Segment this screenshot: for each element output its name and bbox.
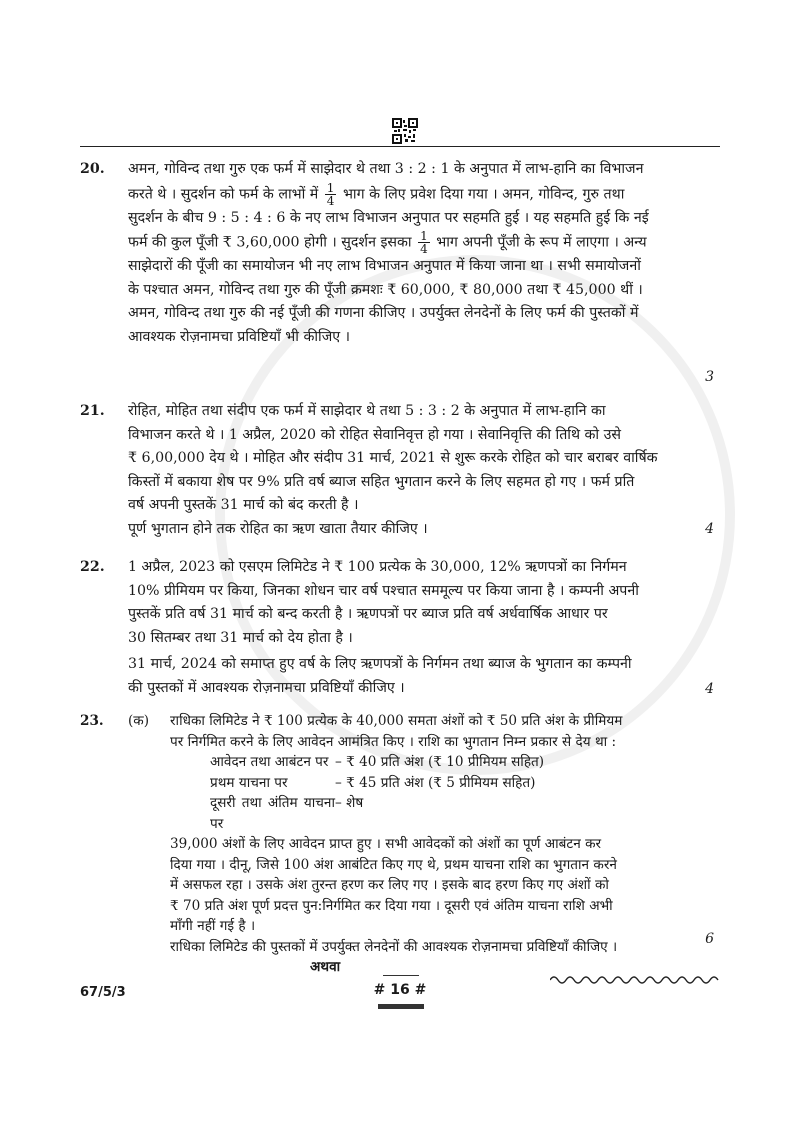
page-number-bar xyxy=(378,1004,424,1009)
marks: 3 xyxy=(705,369,714,385)
question-body: अमन, गोविन्द तथा गुरु एक फर्म में साझेदार थे तथा 3 : 2 : 1 के अनुपात में लाभ-हानि का विभाजन करते थे । सुदर्शन को फर्म के लाभों में $\frac{1}{4}$ भाग के लिए प्रवेश दिया गया । अमन, गोविन्द, गुरु तथा सुदर्शन के बीच 9 : 5 : 4 : 6 के नए लाभ विभाजन अनुपात पर सहमति हुई । यह सहमति हुई कि नई फर्म की कुल पूँजी ₹ 3,60,000 होगी । सुदर्शन इसका $\frac{1}{4}$ भाग अपनी पूँजी के रूप में लाएगा । अन्य साझेदारों की पूँजी का समायोजन भी नए लाभ विभाजन अनुपात में किया जाना था । सभी समायोजनों के पश्चात अमन, गोविन्द तथा गुरु की पूँजी क्रमशः ₹ 60,000, ₹ 80,000 तथा ₹ 45,000 थीं । अमन, गोविन्द तथा गुरु की नई पूँजी की गणना कीजिए । उपर्युक्त लेनदेनों के लिए फर्म की पुस्तकों में आवश्यक रोज़नामचा प्रविष्टियाँ भी कीजिए । xyxy=(128,161,649,345)
question-body: 1 अप्रैल, 2023 को एसएम लिमिटेड ने ₹ 100 प्रत्येक के 30,000, 12% ऋणपत्रों का निर्गमन 10% प्रीमियम पर किया, जिनका शोधन चार वर्ष पश्चात सममूल्य पर किया जाना है । कम्पनी अपनी पुस्तकें प्रति वर्ष 31 मार्च को बन्द करती है । ऋणपत्रों पर ब्याज प्रति वर्ष अर्धवार्षिक आधार पर 30 सितम्बर तथा 31 मार्च को देय होता है । 31 मार्च, 2024 को समाप्त हुए वर्ष के लिए ऋणपत्रों के निर्गमन तथा ब्याज के भुगतान का कम्पनी की पुस्तकों में आवश्यक रोज़नामचा प्रविष्टियाँ कीजिए । xyxy=(128,559,639,696)
payment-row: दूसरी तथा अंतिम याचना पर – शेष xyxy=(210,795,364,832)
page-number: # 16 # xyxy=(373,982,427,998)
header-rule xyxy=(80,146,720,147)
question-21 xyxy=(80,400,720,541)
fraction: $\frac{1}{4}$ xyxy=(326,180,335,208)
qr-code-icon xyxy=(392,118,418,144)
question-number: 22. xyxy=(80,559,105,575)
marks: 4 xyxy=(705,521,714,537)
question-number: 23. xyxy=(80,713,104,729)
question-23 xyxy=(80,711,720,978)
or-label: अथवा xyxy=(310,959,341,975)
fraction: $\frac{1}{4}$ xyxy=(420,229,428,256)
paper-code: 67/5/3 xyxy=(80,985,126,1000)
question-number: 20. xyxy=(80,161,105,177)
question-22 xyxy=(80,556,720,700)
payment-row: आवेदन तथा आबंटन पर – ₹ 40 प्रति अंश (₹ 10 प्रीमियम सहित) xyxy=(210,754,545,770)
sub-part-label: (क) xyxy=(128,713,150,729)
marks: 6 xyxy=(705,931,714,947)
page-number-rule xyxy=(383,975,419,976)
payment-row: प्रथम याचना पर – ₹ 45 प्रति अंश (₹ 5 प्रीमियम सहित) xyxy=(210,774,536,791)
wavy-line-icon xyxy=(550,973,722,987)
question-body: राधिका लिमिटेड ने ₹ 100 प्रत्येक के 40,000 समता अंशों को ₹ 50 प्रति अंश के प्रीमियम पर निर्गमित करने के लिए आवेदन आमंत्रित किए । राशि का भुगतान निम्न प्रकार से देय था : आवेदन तथा आबंटन पर – ₹ 40 प्रति अंश (₹ 10 प्रीमियम सहित) प्रथम याचना पर – ₹ 45 प्रति अंश (₹ 5 प्रीमियम सहित) दूसरी तथा अंतिम याचना पर – शेष 39,000 अंशों के लिए आवेदन प्राप्त हुए । सभी आवेदकों को अंशों का पूर्ण आबंटन कर दिया गया । दीनू, जिसे 100 अंश आबंटित किए गए थे, प्रथम याचना राशि का भुगतान करने में असफल रहा । उसके अंश तुरन्त हरण कर लिए गए । इसके बाद हरण किए गए अंशों को ₹ 70 प्रति अंश पूर्ण प्रदत्त पुन:निर्गमित कर दिया गया । दूसरी एवं अंतिम याचना राशि अभी माँगी नहीं गई है । राधिका लिमिटेड की पुस्तकों में उपर्युक्त लेनदेनों की आवश्यक रोज़नामचा प्रविष्टियाँ कीजिए । अथवा xyxy=(170,711,670,978)
question-number: 21. xyxy=(80,403,105,419)
question-20 xyxy=(80,158,720,385)
question-body: रोहित, मोहित तथा संदीप एक फर्म में साझेदार थे तथा 5 : 3 : 2 के अनुपात में लाभ-हानि का विभाजन करते थे । 1 अप्रैल, 2020 को रोहित सेवानिवृत्त हो गया । सेवानिवृत्ति की तिथि को उसे ₹ 6,00,000 देय थे । मोहित और संदीप 31 मार्च, 2021 से शुरू करके रोहित को चार बराबर वार्षिक किस्तों में बकाया शेष पर 9% प्रति वर्ष ब्याज सहित भुगतान करने के लिए सहमत हो गए । फर्म प्रति वर्ष अपनी पुस्तकें 31 मार्च को बंद करती है । पूर्ण भुगतान होने तक रोहित का ऋण खाता तैयार कीजिए । xyxy=(128,403,658,537)
marks: 4 xyxy=(705,681,714,697)
